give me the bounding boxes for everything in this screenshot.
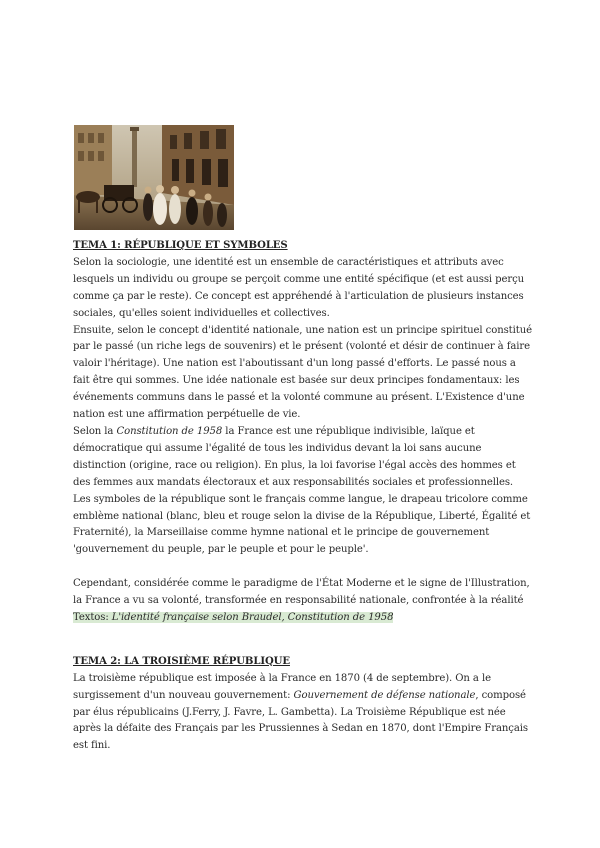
section-heading-tema2: TEMA 2: LA TROISIÈME RÉPUBLIQUE [73,655,290,667]
paragraph: Cependant, considérée comme le paradigme de l'État Moderne et le signe de l'Illustration, la France a vu sa volonté, transformée en responsabilité nationale, confrontée à la réalité [73,578,530,607]
section-heading-tema1: TEMA 1: RÉPUBLIQUE ET SYMBOLES [73,240,288,251]
italic-text: Constitution de 1958 [116,425,223,437]
text-run: Selon la [73,425,117,437]
highlighted-text [73,612,393,623]
italic-text: Gouvernement de défense nationale [293,689,476,701]
text-run: la France est une république indivisible, laïque et démocratique qui assume l'égalité de tous les individus devant la loi sans aucune distinction (origine, race ou religion). En plus, la loi favorise l'égal accès des hommes et des femmes aux mandats électoraux et aux responsabilités sociales et professionnelles. Les symboles de la république sont le français comme langue, le drapeau tricolore comme emblème national (blanc, bleu et rouge selon la divise de la République, Liberté, Égalité et Fraternité), la Marseillaise comme hymne national et le principe de gouvernement 'gouvernement du peuple, par le peuple et pour le peuple'. [73,425,531,556]
paragraph: Selon la sociologie, une identité est un ensemble de caractéristiques et attributs avec lesquels un individu ou groupe se perçoit comme une entité spécifique (et est aussi perçu comme ça par le reste). Ce concept est appréhendé à l'articulation de plusieurs instances sociales, qu'elles soient individuelles et collectives. [73,256,525,319]
references-label: Textos: [73,611,112,623]
paragraph: Ensuite, selon le concept d'identité nationale, une nation est un principe spirituel constitué par le passé (un riche legs de souvenirs) et le présent (volonté et désir de continuer à faire valoir l'héritage). Une nation est l'aboutissant d'un long passé d'efforts. Le passé nous a fait être qui sommes. Une idée nationale est basée sur deux principes fondamentaux: les événements communs dans le passé et la volonté commune au présent. L'Existence d'une nation est une affirmation perpétuelle de vie. [73,324,532,421]
spacer [73,559,533,576]
text-run: La troisième république est imposée à la France en 1870 (4 de septembre). On a le surgissement d'un nouveau gouvernement: [73,672,491,701]
paragraph [73,424,533,559]
text-run: , composé par élus républicains (J.Ferry, J. Favre, L. Gambetta). La Troisième République est née après la défaite des Français par les Prussiennes à Sedan en 1870, dont l'Empire Français est fini. [73,689,528,752]
spacer [73,627,533,654]
references-titles: L'identité française selon Braudel, Constitution de 1958 [111,611,394,623]
paragraph [73,671,533,756]
painting-image [74,125,234,230]
references-line [73,610,533,627]
document-body [73,238,533,755]
